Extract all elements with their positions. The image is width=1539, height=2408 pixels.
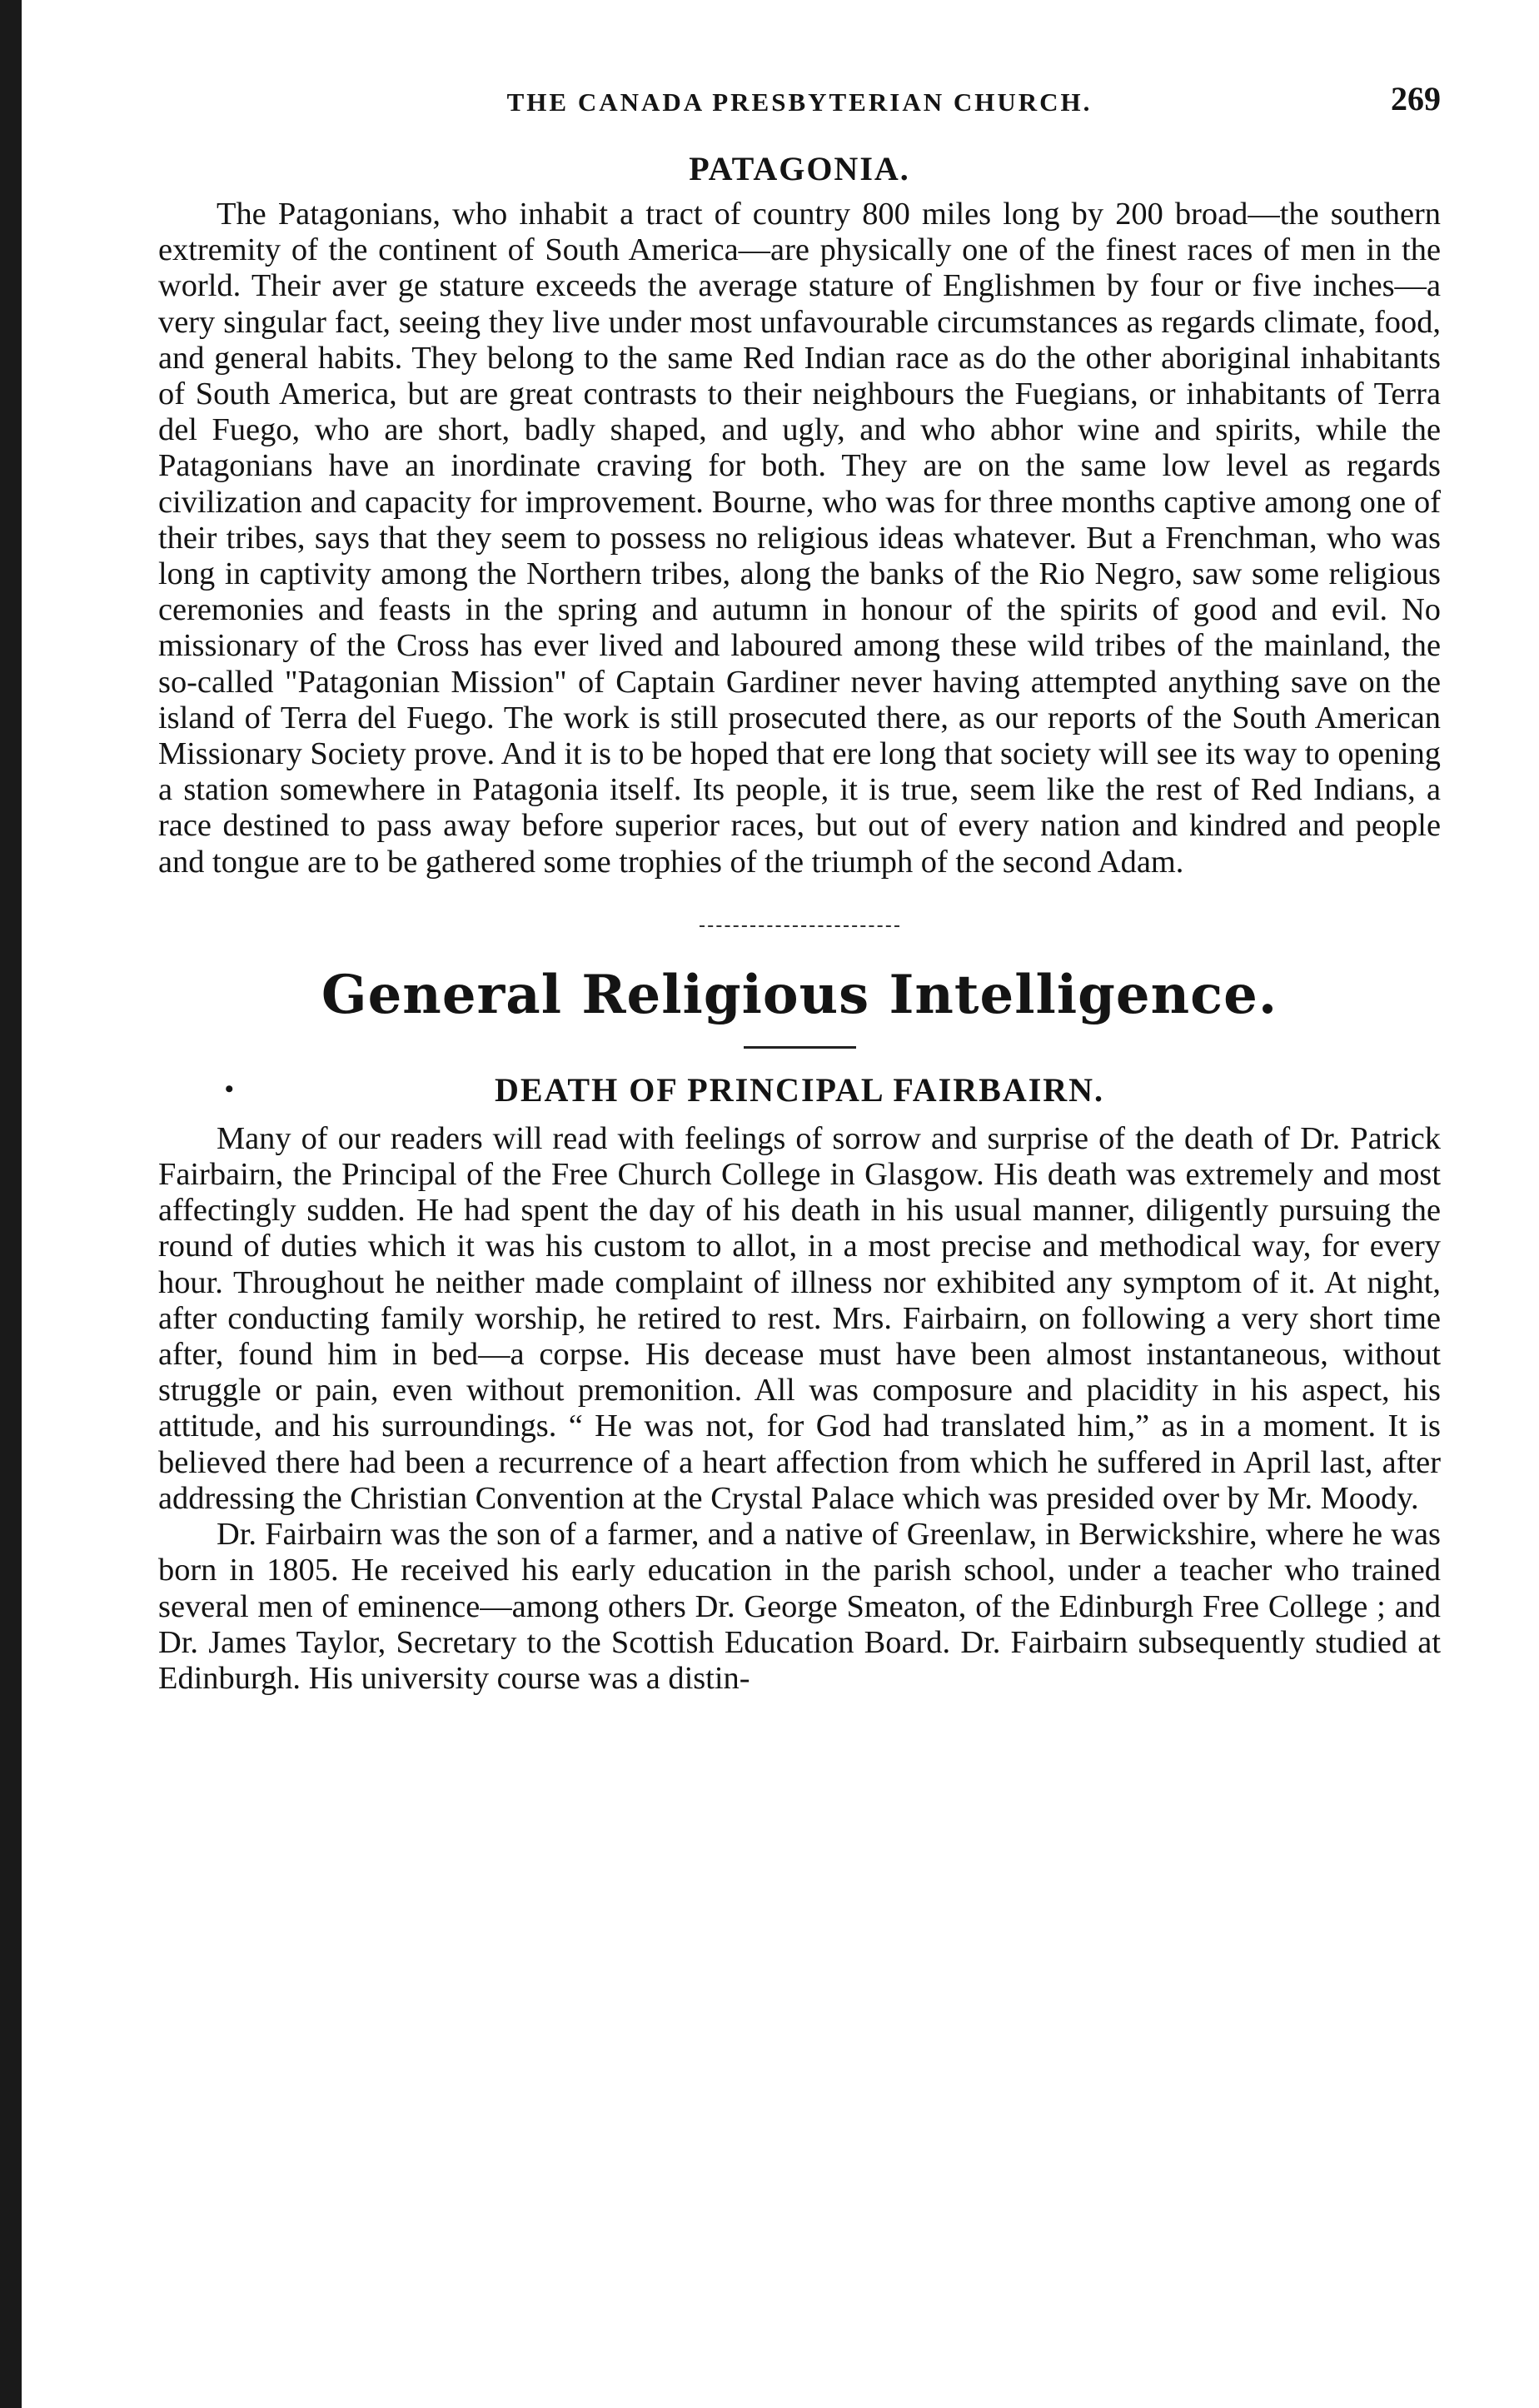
fairbairn-title-row: [158, 1070, 1441, 1109]
fairbairn-paragraph-2: Dr. Fairbairn was the son of a farmer, and a native of Greenlaw, in Berwickshire, where he was born in 1805. He received his early education in the parish school, under a teacher who trained several men of eminence—among others Dr. George Smeaton, of the Edinburgh Free College ; and Dr. James Taylor, Secretary to the Scottish Education Board. Dr. Fairbairn subsequently studied at Edinburgh. His university course was a distin-: [158, 1517, 1441, 1696]
section-divider: [700, 925, 899, 927]
patagonia-paragraph: The Patagonians, who inhabit a tract of country 800 miles long by 200 broad—the southern extremity of the continent of South America—are physically one of the finest races of men in the world. Their aver ge stature exceeds the average stature of Englishmen by four or five inches—a very singular fact, seeing they live under most unfavourable circumstances as regards climate, food, and general habits. They belong to the same Red Indian race as do the other aboriginal inhabitants of South America, but are great contrasts to their neighbours the Fuegians, or inhabitants of Terra del Fuego, who are short, badly shaped, and ugly, and who abhor wine and spirits, while the Patagonians have an inordinate craving for both. They are on the same low level as regards civilization and capacity for improvement. Bourne, who was for three months captive among one of their tribes, says that they seem to possess no religious ideas whatever. But a Frenchman, who was long in captivity among the Northern tribes, along the banks of the Rio Negro, saw some religious ceremonies and feasts in the spring and autumn in honour of the spirits of good and evil. No missionary of the Cross has ever lived and laboured among these wild tribes of the mainland, the so-called "Patagonian Mission" of Captain Gardiner never having attempted anything save on the island of Terra del Fuego. The work is still prosecuted there, as our reports of the South American Missionary Society prove. And it is to be hoped that ere long that society will see its way to opening a station somewhere in Patagonia itself. Its people, it is true, seem like the rest of Red Indians, a race destined to pass away before superior races, but out of every nation and kindred and people and tongue are to be gathered some trophies of the triumph of the second Adam.: [158, 197, 1441, 880]
page-number: 269: [1391, 80, 1441, 117]
bullet-mark: •: [225, 1074, 236, 1103]
page: [158, 79, 1441, 1697]
patagonia-title: PATAGONIA.: [689, 150, 910, 187]
running-title: THE CANADA PRESBYTERIAN CHURCH.: [506, 87, 1093, 117]
scan-edge: [0, 0, 22, 2408]
fairbairn-paragraph-1: Many of our readers will read with feelings of sorrow and surprise of the death of Dr. Patrick Fairbairn, the Principal of the Free Church College in Glasgow. His death was extremely and most affectingly sudden. He had spent the day of his death in his usual manner, diligently pursuing the round of duties which it was his custom to allot, in a most precise and methodical way, for every hour. Throughout he neither made complaint of illness nor exhibited any symptom of it. At night, after conducting family worship, he retired to rest. Mrs. Fairbairn, on following a very short time after, found him in bed—a corpse. His decease must have been almost instantaneous, without struggle or pain, even without premonition. All was composure and placidity in his aspect, his attitude, and his surroundings. “ He was not, for God had translated him,” as in a moment. It is believed there had been a recurrence of a heart affection from which he suffered in April last, after addressing the Christian Convention at the Crystal Palace which was presided over by Mr. Moody.: [158, 1120, 1441, 1516]
running-head: [158, 79, 1441, 137]
section-heading: General Religious Intelligence.: [321, 963, 1278, 1026]
heading-rule: [744, 1046, 856, 1049]
fairbairn-title: DEATH OF PRINCIPAL FAIRBAIRN.: [494, 1070, 1105, 1109]
